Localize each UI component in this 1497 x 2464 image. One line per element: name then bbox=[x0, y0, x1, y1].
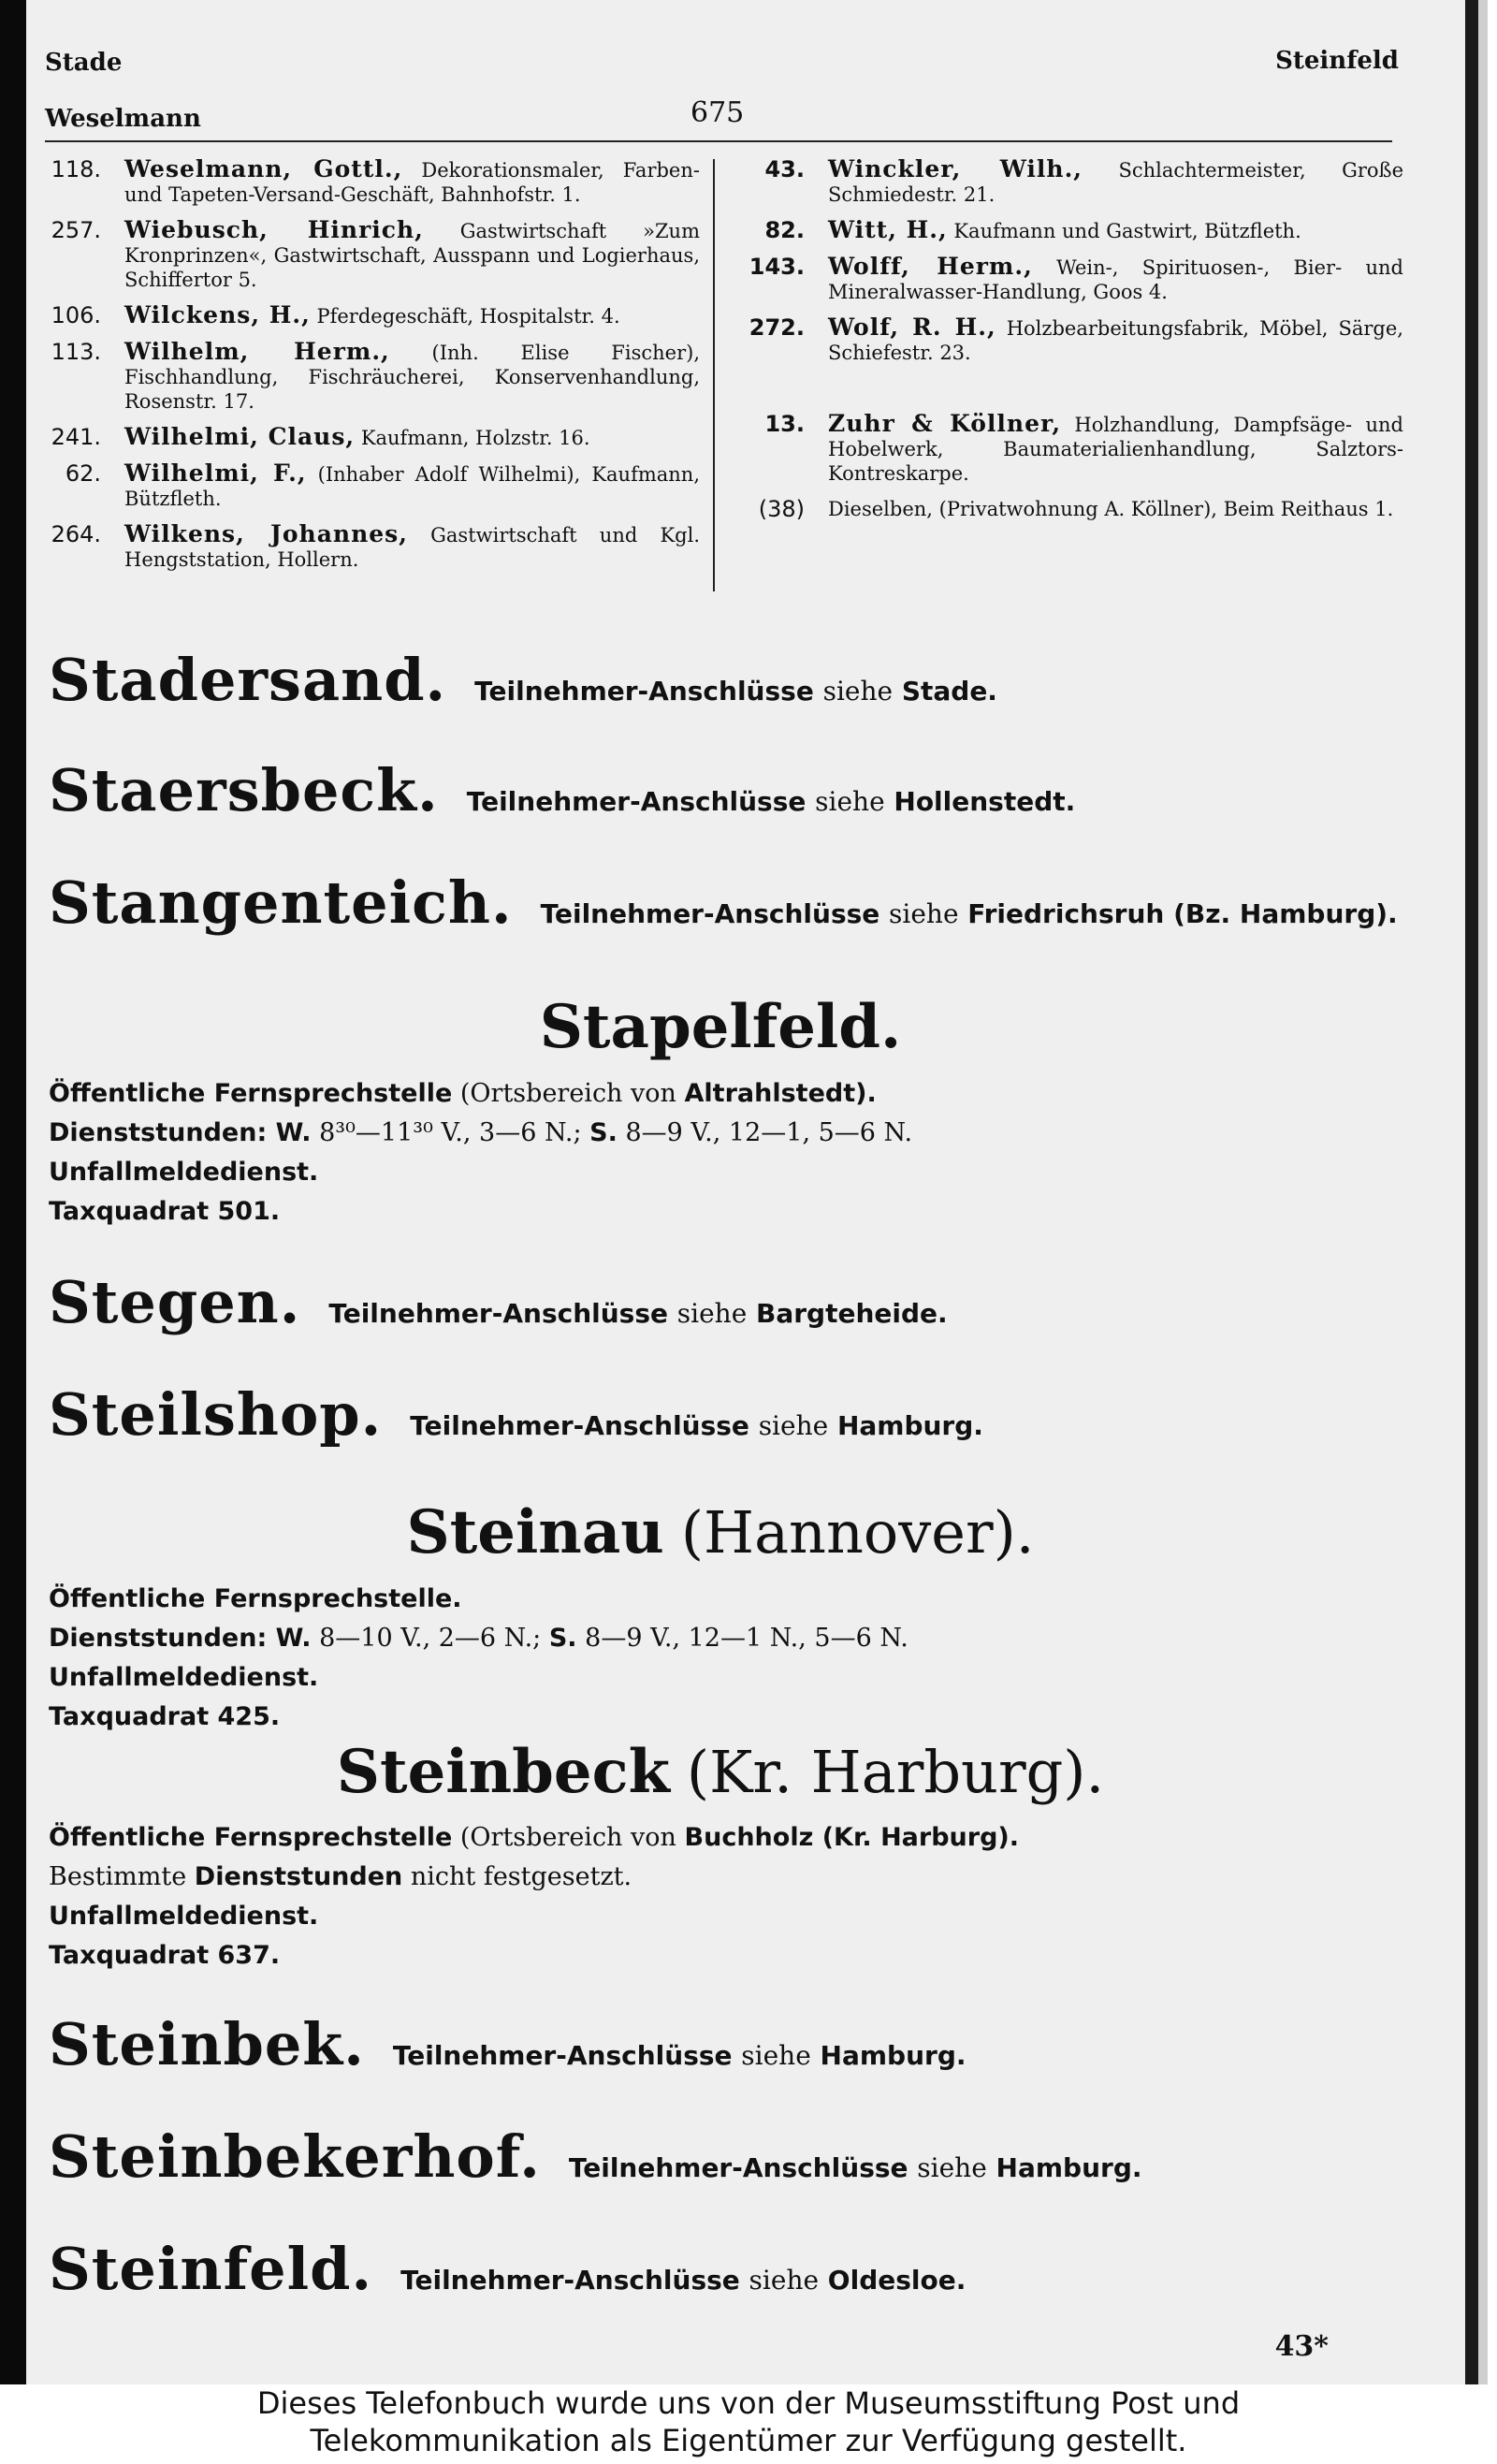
section-note: Teilnehmer-Anschlüsse bbox=[474, 676, 814, 707]
info-ref: Buchholz (Kr. Harburg). bbox=[684, 1823, 1020, 1852]
section-stadersand bbox=[49, 646, 997, 714]
section-subtitle: (Hannover). bbox=[680, 1498, 1035, 1567]
header-right: Steinfeld bbox=[1275, 47, 1399, 75]
section-ref: Hamburg. bbox=[820, 2040, 967, 2071]
entry-name: Zuhr & Köllner, bbox=[828, 410, 1062, 437]
section-note: Teilnehmer-Anschlüsse bbox=[410, 1410, 749, 1441]
entry-text: Holzbearbeitungsfabrik, Möbel, Särge, Schiefestr. 23. bbox=[828, 317, 1403, 364]
section-ref: Hamburg. bbox=[996, 2152, 1142, 2183]
section-ref: Stade. bbox=[901, 676, 997, 707]
section-ref: Hamburg. bbox=[836, 1410, 983, 1441]
header-left-sub: Weselmann bbox=[45, 105, 201, 133]
section-stapelfeld-title: Stapelfeld. bbox=[539, 992, 902, 1062]
info-line: Unfallmeldedienst. bbox=[49, 1902, 319, 1931]
entry-number: 264. bbox=[51, 521, 101, 547]
entry-name: Witt, H., bbox=[828, 216, 948, 243]
section-note: Teilnehmer-Anschlüsse bbox=[392, 2040, 733, 2071]
header-rule bbox=[45, 140, 1392, 142]
entry-text: (Inhaber Adolf Wilhelmi), Kaufmann, Bützfleth. bbox=[124, 463, 700, 510]
footer-line: Telekommunikation als Eigentümer zur Verfügung gestellt. bbox=[310, 2423, 1187, 2458]
copyright-footer bbox=[0, 2384, 1497, 2464]
section-subtitle: (Kr. Harburg). bbox=[686, 1738, 1105, 1806]
info-line: Unfallmeldedienst. bbox=[49, 1158, 319, 1187]
section-stegen bbox=[49, 1268, 948, 1336]
section-note: Teilnehmer-Anschlüsse bbox=[540, 898, 880, 929]
siehe-word: siehe bbox=[676, 1298, 748, 1329]
section-steilshop bbox=[49, 1380, 983, 1449]
entry-number: 113. bbox=[51, 339, 101, 365]
entry-name: Wilhelmi, F., bbox=[124, 459, 307, 487]
entry-number: 241. bbox=[51, 424, 101, 450]
siehe-word: siehe bbox=[748, 2265, 820, 2296]
footer-line: Dieses Telefonbuch wurde uns von der Museumsstiftung Post und bbox=[256, 2385, 1241, 2421]
info-text: 8—9 V., 12—1, 5—6 N. bbox=[625, 1118, 913, 1147]
section-note: Teilnehmer-Anschlüsse bbox=[400, 2265, 740, 2296]
entry-text: Kaufmann und Gastwirt, Bützfleth. bbox=[953, 220, 1301, 242]
info-line: Taxquadrat 637. bbox=[49, 1941, 281, 1970]
scan-left-edge bbox=[0, 0, 26, 2384]
entry-name: Winckler, Wilh., bbox=[828, 155, 1083, 182]
section-title: Steinfeld. bbox=[49, 2235, 373, 2303]
list-item bbox=[748, 412, 1403, 486]
siehe-word: siehe bbox=[822, 676, 894, 707]
info-line: Öffentliche Fernsprechstelle. bbox=[49, 1584, 462, 1613]
siehe-word: siehe bbox=[889, 898, 959, 929]
info-label: Dienststunden bbox=[194, 1862, 403, 1891]
info-label: S. bbox=[548, 1624, 577, 1653]
list-item bbox=[45, 303, 700, 328]
info-label: S. bbox=[589, 1118, 618, 1147]
section-note: Teilnehmer-Anschlüsse bbox=[328, 1298, 669, 1329]
right-column bbox=[748, 157, 1403, 532]
entry-text: (Inh. Elise Fischer), Fischhandlung, Fischräucherei, Konservenhandlung, Rosenstr. 17. bbox=[124, 342, 700, 413]
siehe-word: siehe bbox=[758, 1410, 829, 1441]
column-separator bbox=[713, 159, 715, 591]
siehe-word: siehe bbox=[741, 2040, 811, 2071]
list-item bbox=[45, 157, 700, 207]
section-steinfeld bbox=[49, 2235, 966, 2303]
siehe-word: siehe bbox=[917, 2152, 987, 2183]
section-steinbeck-title bbox=[0, 1737, 1441, 1807]
info-line: Taxquadrat 501. bbox=[49, 1197, 281, 1226]
section-title: Steinau bbox=[406, 1497, 664, 1567]
entry-number: 106. bbox=[51, 302, 101, 328]
info-label: Dienststunden: W. bbox=[49, 1624, 312, 1653]
section-stapelfeld-info bbox=[49, 1074, 912, 1232]
info-text: (Ortsbereich von bbox=[459, 1823, 676, 1852]
entry-text: Dieselben, (Privatwohnung A. Köllner), Beim Reithaus 1. bbox=[828, 498, 1394, 520]
entry-number: 257. bbox=[51, 217, 101, 243]
section-ref: Bargteheide. bbox=[756, 1298, 948, 1329]
section-title: Stadersand. bbox=[49, 646, 447, 714]
list-item bbox=[748, 315, 1403, 365]
section-steinbek bbox=[49, 2010, 967, 2078]
entry-text: Schlachtermeister, Große Schmiedestr. 21. bbox=[828, 159, 1403, 206]
info-text: Bestimmte bbox=[49, 1862, 187, 1891]
entry-name: Wiebusch, Hinrich, bbox=[124, 216, 424, 243]
info-text: (Ortsbereich von bbox=[459, 1079, 676, 1108]
entry-number: 13. bbox=[764, 411, 805, 437]
entry-name: Wilckens, H., bbox=[124, 301, 311, 328]
list-item bbox=[748, 497, 1403, 521]
entry-number: 118. bbox=[51, 156, 101, 182]
info-ref: Altrahlstedt). bbox=[684, 1079, 877, 1108]
list-item bbox=[45, 218, 700, 292]
info-text: 8—10 V., 2—6 N.; bbox=[319, 1624, 542, 1653]
section-title: Staersbeck. bbox=[49, 756, 439, 824]
section-stangenteich bbox=[49, 868, 1398, 937]
entry-number: 82. bbox=[764, 217, 805, 243]
entry-name: Weselmann, Gottl., bbox=[124, 155, 403, 182]
info-line: Taxquadrat 425. bbox=[49, 1702, 281, 1731]
entry-name: Wolf, R. H., bbox=[828, 313, 996, 341]
section-steinbeck-info bbox=[49, 1818, 1019, 1976]
entry-text: Gastwirtschaft und Kgl. Hengststation, Hollern. bbox=[124, 524, 700, 571]
entry-name: Wilkens, Johannes, bbox=[124, 520, 408, 547]
section-steinau-info bbox=[49, 1580, 908, 1737]
section-steinbekerhof bbox=[49, 2122, 1142, 2191]
section-staersbeck bbox=[49, 756, 1075, 824]
section-steinau-title bbox=[0, 1497, 1441, 1567]
list-item bbox=[45, 425, 700, 450]
list-item bbox=[748, 255, 1403, 304]
entry-text: Gastwirtschaft »Zum Kronprinzen«, Gastwirtschaft, Ausspann und Logierhaus, Schiffertor 5. bbox=[124, 220, 700, 291]
entry-number: 272. bbox=[748, 314, 805, 341]
list-item bbox=[748, 218, 1403, 243]
list-item bbox=[45, 461, 700, 511]
section-note: Teilnehmer-Anschlüsse bbox=[568, 2152, 908, 2183]
section-ref: Hollenstedt. bbox=[894, 786, 1076, 817]
section-ref: Friedrichsruh (Bz. Hamburg). bbox=[967, 898, 1398, 929]
section-title: Steinbek. bbox=[49, 2010, 365, 2078]
entry-number: 62. bbox=[65, 460, 101, 487]
info-label: Öffentliche Fernsprechstelle bbox=[49, 1823, 453, 1852]
entry-name: Wolff, Herm., bbox=[828, 253, 1033, 280]
entry-text: Wein-, Spirituosen-, Bier- und Mineralwasser-Handlung, Goos 4. bbox=[828, 256, 1403, 303]
section-title: Stangenteich. bbox=[49, 868, 513, 937]
page-number: 675 bbox=[690, 96, 745, 129]
section-ref: Oldesloe. bbox=[827, 2265, 967, 2296]
info-label: Öffentliche Fernsprechstelle bbox=[49, 1079, 453, 1108]
siehe-word: siehe bbox=[815, 786, 885, 817]
entry-text: Dekorationsmaler, Farben- und Tapeten-Versand-Geschäft, Bahnhofstr. 1. bbox=[124, 159, 700, 206]
entry-text: Holzhandlung, Dampfsäge- und Hobelwerk, Baumaterialienhandlung, Salztors-Kontreskarpe. bbox=[828, 414, 1403, 485]
scan-right-edge bbox=[1465, 0, 1478, 2384]
info-text: nicht festgesetzt. bbox=[410, 1862, 632, 1891]
info-line: Unfallmeldedienst. bbox=[49, 1663, 319, 1692]
header-left: Stade bbox=[45, 49, 123, 77]
section-title: Steinbekerhof. bbox=[49, 2122, 541, 2191]
signature-mark: 43* bbox=[1274, 2330, 1329, 2363]
entry-text: Kaufmann, Holzstr. 16. bbox=[360, 427, 590, 449]
section-title: Steilshop. bbox=[49, 1380, 383, 1449]
info-label: Dienststunden: W. bbox=[49, 1118, 312, 1147]
section-title: Steinbeck bbox=[336, 1737, 670, 1807]
entry-name: Wilhelmi, Claus, bbox=[124, 423, 356, 450]
section-title: Stegen. bbox=[49, 1268, 301, 1336]
list-item bbox=[748, 157, 1403, 207]
list-item bbox=[45, 340, 700, 414]
list-item bbox=[45, 522, 700, 572]
section-note: Teilnehmer-Anschlüsse bbox=[466, 786, 807, 817]
info-text: 8³⁰—11³⁰ V., 3—6 N.; bbox=[319, 1118, 582, 1147]
entry-number: 43. bbox=[764, 156, 805, 182]
entry-name: Wilhelm, Herm., bbox=[124, 338, 390, 365]
entry-text: Pferdegeschäft, Hospitalstr. 4. bbox=[316, 305, 620, 328]
info-text: 8—9 V., 12—1 N., 5—6 N. bbox=[585, 1624, 908, 1653]
left-column bbox=[45, 157, 700, 583]
entry-number: (38) bbox=[758, 496, 805, 522]
entry-number: 143. bbox=[748, 254, 805, 280]
